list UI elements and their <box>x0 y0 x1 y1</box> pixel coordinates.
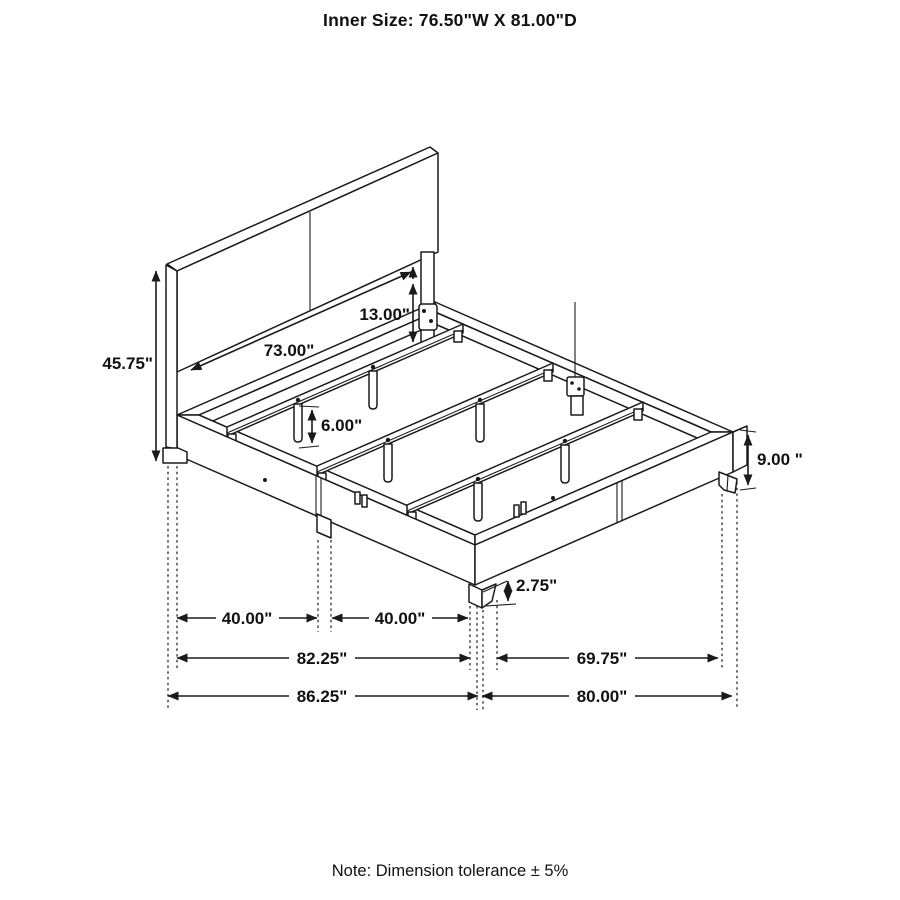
dim-span-right-overall: 80.00" <box>576 687 628 706</box>
dim-span-left-overall: 86.25" <box>296 687 348 706</box>
dim-foot-leg-height: 2.75" <box>516 576 558 595</box>
dim-slat-leg-height: 6.00" <box>321 416 363 435</box>
dim-span-left-b: 40.00" <box>374 609 426 628</box>
front-corner-leg <box>469 584 482 608</box>
dim-side-rail-height: 9.00 " <box>757 450 803 469</box>
dim-headboard-to-slat: 13.00" <box>359 305 410 324</box>
dim-span-left-a: 40.00" <box>221 609 273 628</box>
headboard-right-post <box>421 252 434 345</box>
rail-bracket <box>419 304 437 330</box>
dim-headboard-height: 45.75" <box>102 354 153 373</box>
front-rail-face <box>475 432 733 585</box>
right-corner-cap <box>733 426 747 472</box>
dim-headboard-width: 73.00" <box>263 341 315 360</box>
page-title: Inner Size: 76.50"W X 81.00"D <box>323 10 577 30</box>
dim-span-left-total: 82.25" <box>296 649 348 668</box>
post-foot <box>163 448 187 463</box>
dim-span-right: 69.75" <box>576 649 628 668</box>
tolerance-note: Note: Dimension tolerance ± 5% <box>331 862 569 880</box>
bed-frame-drawing <box>163 147 747 608</box>
slat-bracket <box>567 377 584 396</box>
